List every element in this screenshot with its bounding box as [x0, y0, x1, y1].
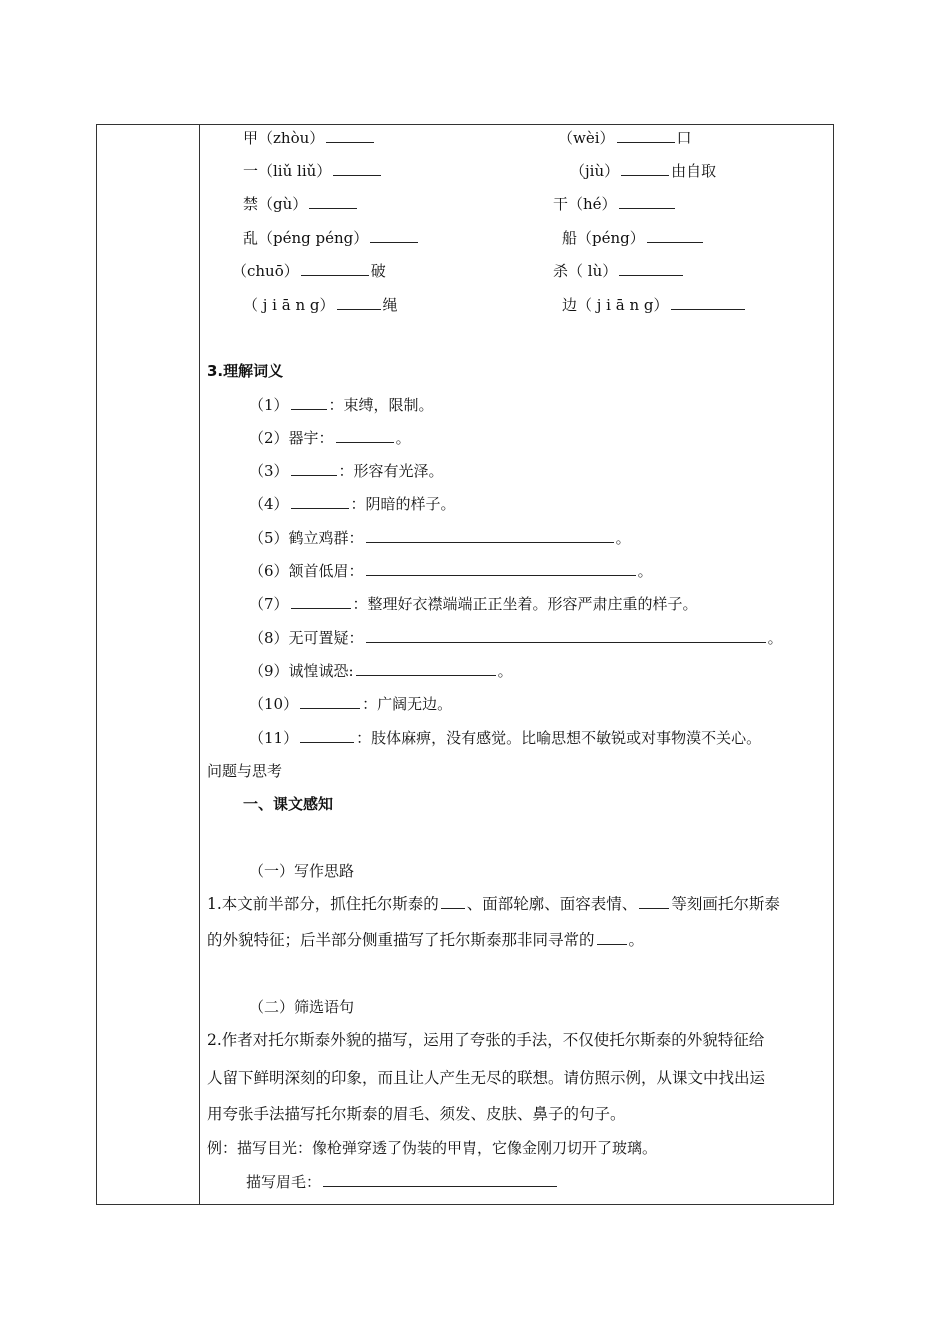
question-1-line-2: 的外貌特征；后半部分侧重描写了托尔斯泰那非同寻常的 。 [207, 931, 645, 949]
question-2-line-3: 用夸张手法描写托尔斯泰的眉毛、须发、皮肤、鼻子的句子。 [207, 1105, 626, 1123]
question-2-line-1: 2.作者对托尔斯泰外貌的描写，运用了夸张的手法，不仅使托尔斯泰的外貌特征给 [207, 1031, 765, 1049]
answer-blank[interactable] [639, 894, 669, 909]
answer-blank[interactable] [291, 594, 351, 609]
pinyin-row-6-right: 边（ j i ā n g） [562, 295, 747, 315]
question-1-line-1: 1.本文前半部分，抓住托尔斯泰的 、面部轮廓、面容表情、 等刻画托尔斯泰 [207, 895, 780, 913]
pinyin-row-2-right: （jiù） 由自取 [570, 162, 717, 180]
pinyin-row-5-left: （chuō） 破 [232, 262, 386, 280]
answer-blank[interactable] [597, 930, 627, 945]
sub-heading-2: （二）筛选语句 [249, 998, 355, 1016]
pinyin-row-4-left: 乱（péng péng） [243, 228, 420, 248]
vocab-item-9: （9）诚惶诚恐: 。 [249, 662, 513, 680]
vocab-heading: 3.理解词义 [207, 362, 284, 380]
answer-blank[interactable] [671, 295, 745, 310]
vocab-item-4: （4） ：阴暗的样子。 [249, 495, 456, 513]
answer-blank[interactable] [291, 395, 327, 410]
pinyin-row-1-left: 甲（zhòu） [243, 128, 376, 148]
part-1-heading: 一、课文感知 [243, 795, 334, 813]
question-2-line-2: 人留下鲜明深刻的印象，而且让人产生无尽的联想。请仿照示例，从课文中找出运 [207, 1069, 766, 1087]
answer-blank[interactable] [291, 494, 349, 509]
answer-blank[interactable] [356, 661, 496, 676]
answer-blank[interactable] [619, 261, 683, 276]
sub-heading-1: （一）写作思路 [249, 862, 355, 880]
pinyin-row-3-right: 干（hé） [553, 194, 677, 214]
answer-blank[interactable] [326, 128, 374, 143]
answer-blank[interactable] [366, 561, 636, 576]
vocab-item-7: （7） ：整理好衣襟端端正正坐着。形容严肃庄重的样子。 [249, 595, 698, 613]
vocab-item-5: （5）鹤立鸡群： 。 [249, 529, 631, 547]
pinyin-row-1-right: （wèi） 口 [558, 129, 692, 147]
section-title: 问题与思考 [207, 762, 283, 780]
answer-blank[interactable] [336, 428, 394, 443]
answer-blank[interactable] [619, 194, 675, 209]
vocab-item-3: （3） ：形容有光泽。 [249, 462, 444, 480]
answer-blank[interactable] [366, 528, 614, 543]
answer-blank[interactable] [309, 194, 357, 209]
vocab-item-8: （8）无可置疑： 。 [249, 629, 783, 647]
vocab-item-6: （6）颔首低眉： 。 [249, 562, 653, 580]
answer-blank[interactable] [621, 161, 669, 176]
vocab-item-1: （1） ：束缚，限制。 [249, 396, 434, 414]
pinyin-row-4-right: 船（péng） [562, 228, 705, 248]
eyebrow-line: 描写眉毛： [246, 1172, 559, 1192]
answer-blank[interactable] [291, 461, 337, 476]
answer-blank[interactable] [370, 228, 418, 243]
answer-blank[interactable] [300, 728, 354, 743]
answer-blank[interactable] [323, 1172, 557, 1187]
answer-blank[interactable] [647, 228, 703, 243]
pinyin-row-5-right: 杀（ lù） [553, 261, 685, 281]
example-line: 例：描写目光：像枪弹穿透了伪装的甲胄，它像金刚刀切开了玻璃。 [207, 1139, 658, 1157]
pinyin-row-3-left: 禁（gù） [243, 194, 359, 214]
pinyin-row-2-left: 一（liǔ liǔ） [243, 161, 383, 181]
answer-blank[interactable] [301, 261, 369, 276]
vocab-item-10: （10） ：广阔无边。 [249, 695, 453, 713]
pinyin-row-6-left: （ j i ā n g） 绳 [243, 296, 398, 314]
vocab-item-2: （2）器宇： 。 [249, 429, 411, 447]
answer-blank[interactable] [337, 295, 381, 310]
answer-blank[interactable] [300, 694, 360, 709]
vocab-item-11: （11） ：肢体麻痹，没有感觉。比喻思想不敏锐或对事物漠不关心。 [249, 729, 762, 747]
answer-blank[interactable] [441, 894, 465, 909]
answer-blank[interactable] [333, 161, 381, 176]
answer-blank[interactable] [366, 628, 766, 643]
answer-blank[interactable] [617, 128, 675, 143]
column-divider [199, 124, 200, 1205]
